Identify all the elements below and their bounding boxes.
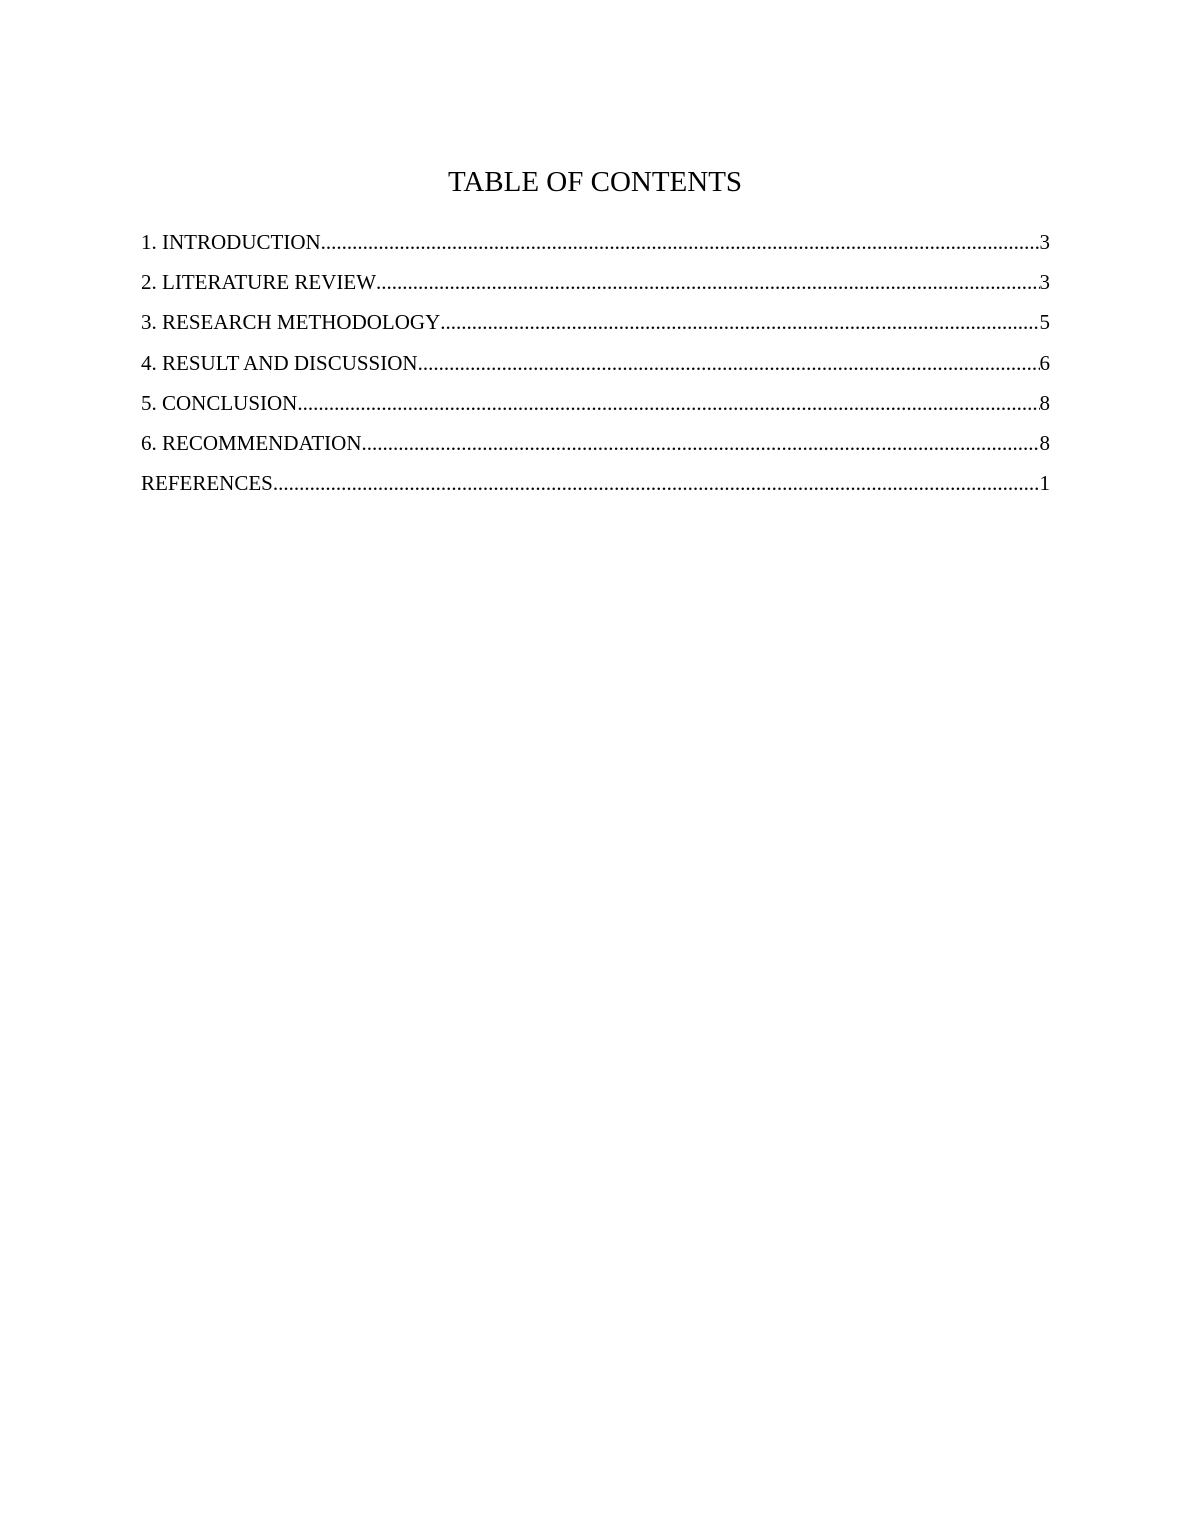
toc-title: TABLE OF CONTENTS [447, 166, 743, 198]
toc-entry-references[interactable] [141, 469, 1050, 509]
toc-entry-page: 3 [1039, 230, 1050, 254]
toc-entry-result-and-discussion[interactable] [141, 349, 1050, 389]
toc-dot-leader [440, 308, 1039, 336]
toc-entry-page: 1 [1039, 471, 1050, 496]
toc-dot-leader [273, 469, 1040, 497]
toc-entry-page: 3 [1039, 270, 1050, 295]
toc-entry-recommendation[interactable] [141, 429, 1050, 469]
toc-entry-literature-review[interactable] [141, 268, 1050, 308]
toc-entry-research-methodology[interactable] [141, 308, 1050, 348]
toc-entry-label: 3. RESEARCH METHODOLOGY [141, 310, 441, 335]
toc-dot-leader [376, 268, 1039, 296]
toc-dot-leader [297, 389, 1039, 417]
toc-list [141, 228, 1050, 509]
toc-entry-label: 6. RECOMMENDATION [141, 430, 362, 455]
toc-entry-page: 8 [1039, 390, 1050, 415]
toc-dot-leader [418, 349, 1040, 377]
toc-dot-leader [362, 429, 1040, 457]
toc-entry-label: 1. INTRODUCTION [141, 230, 321, 254]
toc-entry-label: 5. CONCLUSION [141, 390, 298, 415]
toc-entry-introduction[interactable] [141, 228, 1050, 268]
toc-entry-label: 4. RESULT AND DISCUSSION [141, 350, 418, 375]
toc-entry-label: 2. LITERATURE REVIEW [141, 270, 377, 295]
toc-entry-page: 6 [1039, 350, 1050, 375]
toc-entry-conclusion[interactable] [141, 389, 1050, 429]
toc-dot-leader [321, 228, 1040, 256]
toc-entry-page: 8 [1039, 430, 1050, 455]
toc-entry-label: REFERENCES [141, 471, 273, 496]
toc-entry-page: 5 [1039, 310, 1050, 335]
